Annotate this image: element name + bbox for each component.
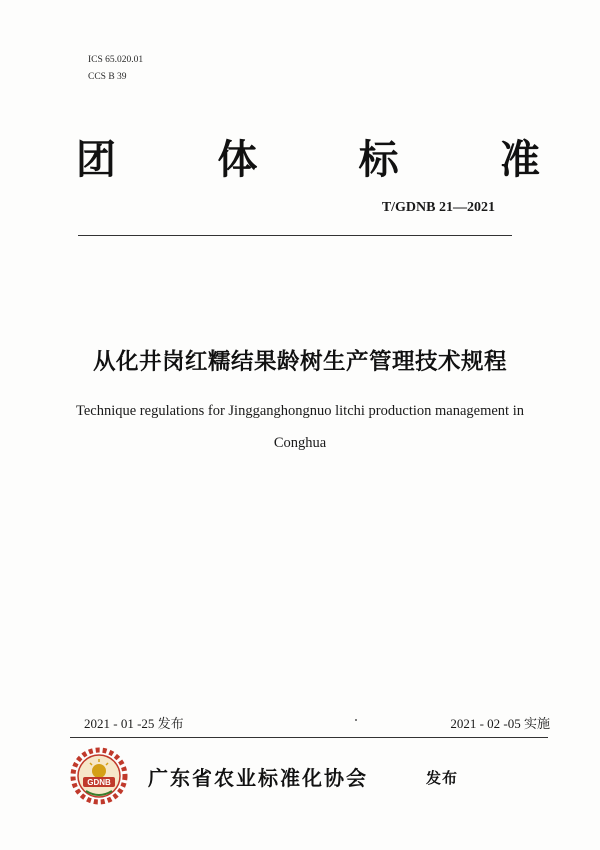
title-english: [40, 395, 560, 459]
doc-type-char-3: 标: [358, 137, 399, 183]
classification-codes: [88, 52, 143, 86]
ics-code: ICS 65.020.01: [88, 55, 144, 65]
doc-type-char-2: 体: [217, 137, 258, 183]
scan-speck: [355, 719, 357, 721]
doc-type-char-4: 准: [499, 137, 540, 183]
title-english-line-1: Technique regulations for Jingganghongnuo litchi production management in: [76, 403, 524, 419]
ccs-code: CCS B 39: [88, 72, 127, 82]
standard-number: T/GDNB 21—2021: [381, 200, 495, 215]
publisher-name: 广东省农业标准化协会: [148, 766, 368, 790]
doc-type-char-1: 团: [76, 137, 116, 183]
logo-text: GDNB: [87, 778, 111, 787]
footer-divider: [70, 737, 548, 738]
issue-date: 2021 - 01 -25 发布: [84, 716, 184, 731]
title-english-line-2: Conghua: [273, 435, 327, 451]
document-type-heading: [72, 128, 544, 185]
header-divider: [78, 235, 512, 236]
title-chinese: 从化井岗红糯结果龄树生产管理技术规程: [92, 349, 507, 375]
publish-label: 发布: [426, 769, 459, 787]
association-logo-icon: [68, 745, 130, 807]
implementation-date: 2021 - 02 -05 实施: [450, 716, 550, 731]
